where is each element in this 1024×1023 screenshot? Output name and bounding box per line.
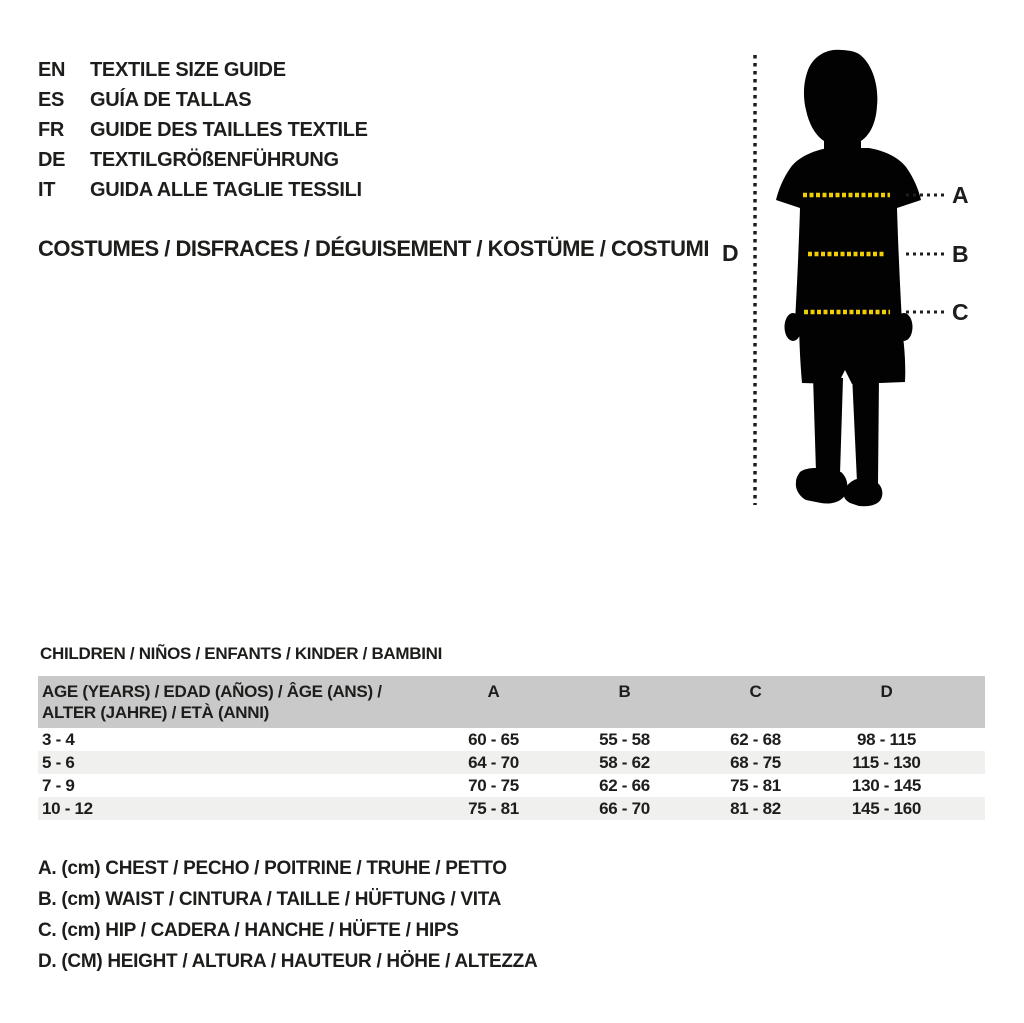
label-b: B <box>952 241 969 267</box>
column-header-a: A <box>428 676 559 728</box>
chest-cell: 75 - 81 <box>428 797 559 820</box>
legend-height: D. (CM) HEIGHT / ALTURA / HAUTEUR / HÖHE / ALTEZZA <box>38 951 538 972</box>
language-code: ES <box>38 88 65 111</box>
age-cell: 3 - 4 <box>42 730 75 749</box>
size-table <box>38 676 985 820</box>
waist-cell: 66 - 70 <box>559 797 690 820</box>
height-cell: 98 - 115 <box>856 730 917 749</box>
label-c: C <box>952 299 969 325</box>
table-row <box>38 774 985 797</box>
label-a: A <box>952 182 969 208</box>
waist-cell: 62 - 66 <box>599 776 650 795</box>
child-silhouette <box>776 50 921 507</box>
language-list <box>38 55 368 205</box>
label-d: D <box>722 240 739 266</box>
category-title: COSTUMES / DISFRACES / DÉGUISEMENT / KOSTÜME / COSTUMI <box>38 236 709 261</box>
hip-cell: 75 - 81 <box>730 776 781 795</box>
height-cell: 130 - 145 <box>851 776 922 795</box>
age-cell: 10 - 12 <box>38 797 428 820</box>
language-row <box>38 115 368 145</box>
language-label: TEXTILGRÖßENFÜHRUNG <box>90 148 339 171</box>
language-code: DE <box>38 148 66 171</box>
chest-cell: 60 - 65 <box>468 730 519 749</box>
column-header-spacer <box>952 676 985 728</box>
age-cell: 5 - 6 <box>38 751 428 774</box>
chest-cell: 64 - 70 <box>428 751 559 774</box>
age-column-header <box>38 676 428 728</box>
language-code: EN <box>38 58 66 81</box>
waist-cell: 55 - 58 <box>599 730 650 749</box>
spacer-cell <box>952 728 985 751</box>
spacer-cell <box>952 797 985 820</box>
language-label: GUÍA DE TALLAS <box>90 88 252 111</box>
age-header-line2: ALTER (JAHRE) / ETÀ (ANNI) <box>42 703 270 722</box>
table-header-row <box>38 676 985 728</box>
age-header-line1: AGE (YEARS) / EDAD (AÑOS) / ÂGE (ANS) / <box>42 682 382 701</box>
language-label: GUIDE DES TAILLES TEXTILE <box>90 118 368 141</box>
hip-cell: 62 - 68 <box>730 730 781 749</box>
language-row <box>38 175 368 205</box>
legend-waist: B. (cm) WAIST / CINTURA / TAILLE / HÜFTUNG / VITA <box>38 889 502 910</box>
height-cell: 145 - 160 <box>821 797 952 820</box>
language-row <box>38 85 368 115</box>
legend-chest: A. (cm) CHEST / PECHO / POITRINE / TRUHE / PETTO <box>38 858 507 879</box>
hip-cell: 68 - 75 <box>690 751 821 774</box>
column-header-b: B <box>559 676 690 728</box>
legend-hip: C. (cm) HIP / CADERA / HANCHE / HÜFTE / HIPS <box>38 920 459 941</box>
table-row <box>38 751 985 774</box>
table-row <box>38 728 985 751</box>
column-header-c: C <box>690 676 821 728</box>
table-section-title: CHILDREN / NIÑOS / ENFANTS / KINDER / BAMBINI <box>40 644 443 663</box>
language-code: FR <box>38 118 65 141</box>
age-cell: 7 - 9 <box>42 776 75 795</box>
column-header-d: D <box>821 676 952 728</box>
language-label: TEXTILE SIZE GUIDE <box>90 58 286 81</box>
child-measurement-diagram <box>700 40 1000 520</box>
table-row <box>38 797 985 820</box>
chest-cell: 70 - 75 <box>468 776 519 795</box>
waist-cell: 58 - 62 <box>559 751 690 774</box>
language-code: IT <box>38 178 56 201</box>
height-cell: 115 - 130 <box>821 751 952 774</box>
language-label: GUIDA ALLE TAGLIE TESSILI <box>90 178 362 201</box>
hip-cell: 81 - 82 <box>690 797 821 820</box>
language-row <box>38 145 368 175</box>
spacer-cell <box>952 751 985 774</box>
measurement-legend <box>38 853 537 977</box>
language-row <box>38 55 368 85</box>
spacer-cell <box>952 774 985 797</box>
